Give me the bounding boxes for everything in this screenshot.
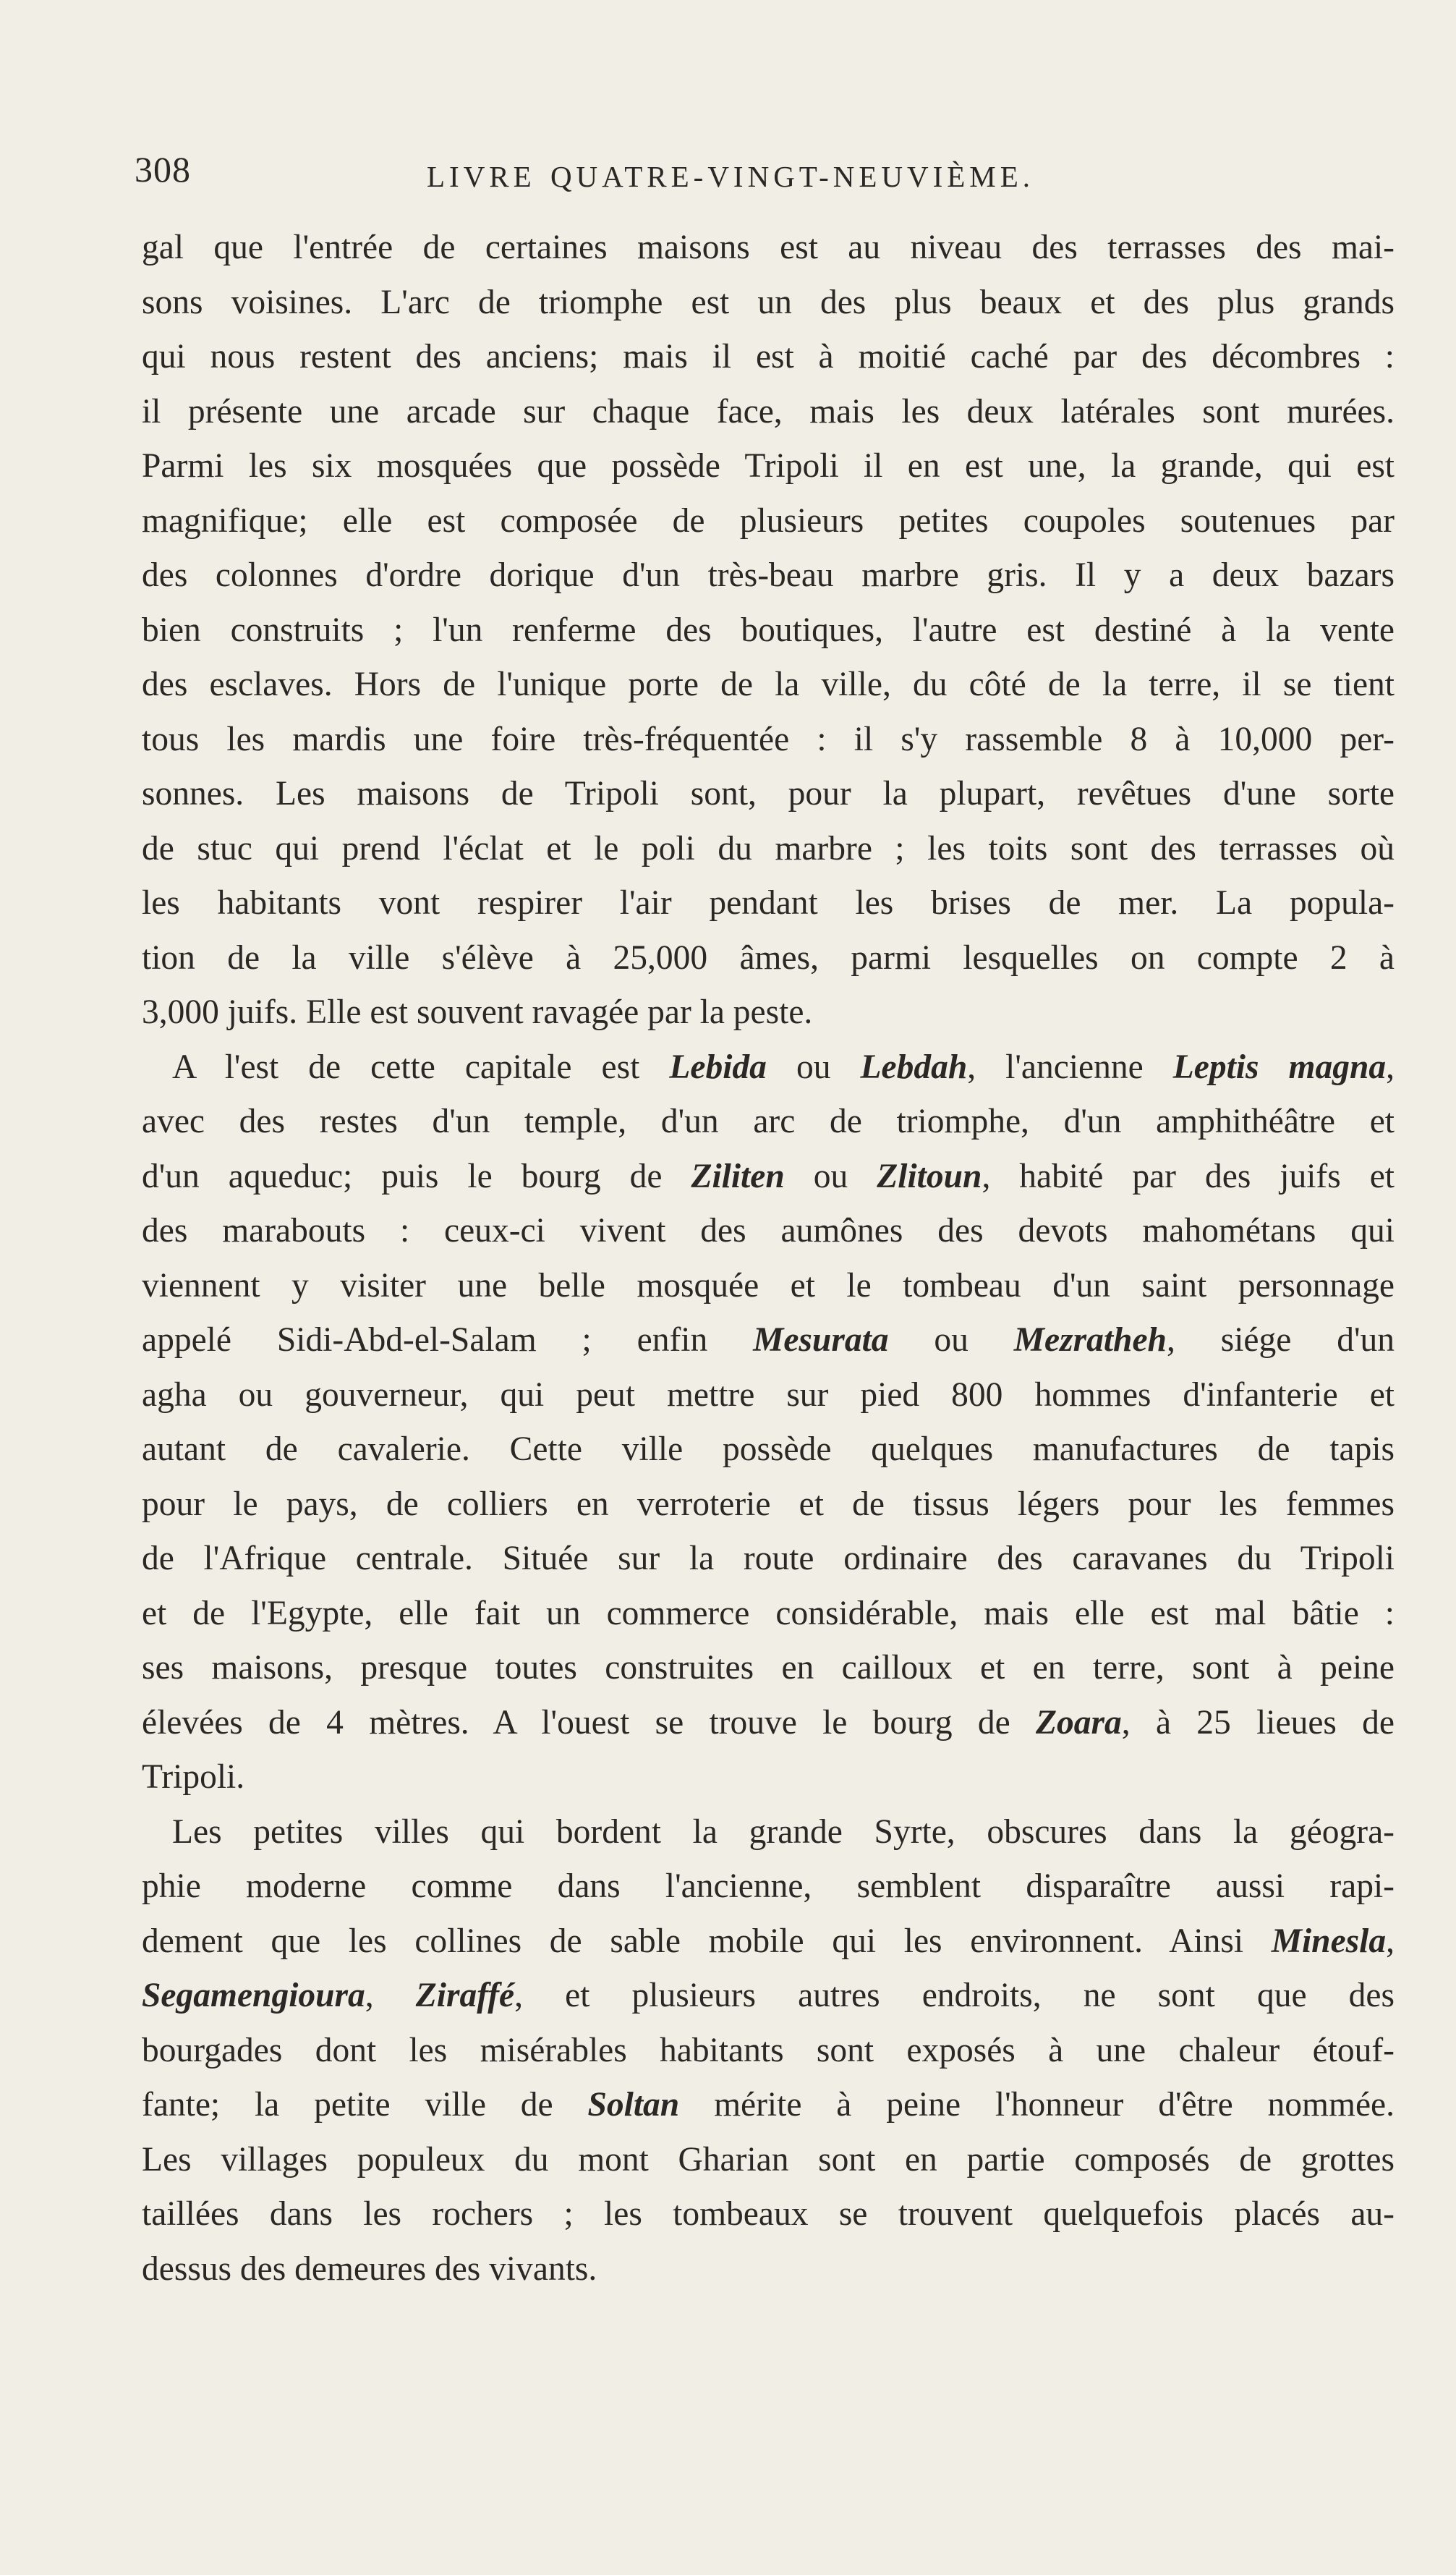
italic-place-name: Ziliten [691,1157,785,1195]
text-line [142,1587,1395,1642]
text-line [142,1368,1395,1423]
text-segment: d'un aqueduc; puis le bourg de [142,1157,691,1195]
text-segment: gal que l'entrée de certaines maisons est au niveau des terrasses des mai- [142,229,1395,266]
text-segment: il présente une arcade sur chaque face, mais les deux latérales sont murées. [142,392,1395,430]
paragraph [142,1805,1395,2297]
text-line [142,767,1395,822]
text-line [142,1204,1395,1259]
text-segment: avec des restes d'un temple, d'un arc de triomphe, d'un amphithéâtre et [142,1103,1395,1140]
text-segment: appelé Sidi-Abd-el-Salam ; enfin [142,1321,754,1359]
text-segment: et de l'Egypte, elle fait un commerce considérable, mais elle est mal bâtie : [142,1594,1395,1632]
body-text [142,221,1395,2296]
text-segment: élevées de 4 mètres. A l'ouest se trouve le bourg de [142,1703,1036,1742]
text-segment: des marabouts : ceux-ci vivent des aumônes des devots mahométans qui [142,1212,1395,1250]
text-segment: des esclaves. Hors de l'unique porte de la ville, du côté de la terre, il se tient [142,666,1395,703]
text-segment: des colonnes d'ordre dorique d'un très-beau marbre gris. Il y a deux bazars [142,556,1395,594]
text-segment: , et plusieurs autres endroits, ne sont que des [514,1977,1395,2014]
text-segment: sonnes. Les maisons de Tripoli sont, pour la plupart, revêtues d'une sorte [142,775,1395,813]
text-line [142,1914,1395,1969]
text-segment: tous les mardis une foire très-fréquentée : il s'y rassemble 8 à 10,000 per- [142,720,1395,758]
text-segment: , à 25 lieues de [1121,1703,1395,1742]
italic-place-name: Zoara [1036,1703,1122,1742]
text-segment: Parmi les six mosquées que possède Tripoli il en est une, la grande, qui est [142,447,1395,485]
text-line [142,1805,1395,1860]
italic-place-name: Minesla [1271,1922,1387,1960]
text-segment: agha ou gouverneur, qui peut mettre sur pied 800 hommes d'infanterie et [142,1375,1395,1414]
text-line [142,1313,1395,1368]
text-line [142,2133,1395,2188]
text-segment: sons voisines. L'arc de triomphe est un des plus beaux et des plus grands [142,283,1395,321]
paragraph [142,1040,1395,1805]
text-segment: fante; la petite ville de [142,2086,588,2124]
text-segment: , habité par des juifs et [982,1157,1395,1195]
italic-place-name: Mezratheh [1013,1321,1167,1359]
text-segment: dessus des demeures des vivants. [142,2249,597,2288]
text-line [142,2187,1395,2242]
text-line [142,931,1395,986]
text-line [142,876,1395,931]
italic-place-name: Zlitoun [877,1157,982,1195]
text-line [142,822,1395,877]
text-segment: magnifique; elle est composée de plusieurs petites coupoles soutenues par [142,501,1395,540]
text-segment: autant de cavalerie. Cette ville possède quelques manufactures de tapis [142,1430,1395,1468]
text-segment: de stuc qui prend l'éclat et le poli du marbre ; les toits sont des terrasses où [142,829,1395,867]
page-number: 308 [135,149,191,190]
italic-place-name: Leptis magna [1172,1048,1387,1086]
text-line [142,713,1395,768]
text-segment: ses maisons, presque toutes construites en cailloux et en terre, sont à peine [142,1649,1395,1687]
text-segment: bien construits ; l'un renferme des boutiques, l'autre est destiné à la vente [142,611,1395,649]
text-line [142,1750,1395,1805]
text-segment: A l'est de cette capitale est [172,1048,670,1086]
text-segment: viennent y visiter une belle mosquée et le tombeau d'un saint personnage [142,1266,1395,1305]
text-segment: ou [766,1048,861,1086]
text-segment: Les petites villes qui bordent la grande Syrte, obscures dans la géogra- [172,1812,1395,1851]
text-segment: Les villages populeux du mont Gharian sont en partie composés de grottes [142,2140,1395,2179]
text-line [142,1095,1395,1150]
text-segment: les habitants vont respirer l'air pendant les brises de mer. La popula- [142,884,1395,922]
text-line [142,1641,1395,1696]
text-segment: de l'Afrique centrale. Située sur la route ordinaire des caravanes du Tripoli [142,1540,1395,1577]
text-line [142,439,1395,494]
italic-place-name: Lebida [669,1048,767,1086]
text-line [142,2024,1395,2079]
text-line [142,494,1395,549]
text-line [142,1259,1395,1314]
text-segment: , l'ancienne [967,1048,1173,1086]
text-line [142,548,1395,603]
text-segment: , [1386,1922,1395,1960]
italic-place-name: Segamengioura [142,1977,365,2014]
text-line [142,1859,1395,1914]
italic-place-name: Soltan [587,2086,680,2124]
text-segment: dement que les collines de sable mobile qui les environnent. Ainsi [142,1922,1272,1960]
text-segment: taillées dans les rochers ; les tombeaux se trouvent quelquefois placés au- [142,2195,1395,2233]
italic-place-name: Ziraffé [415,1977,515,2014]
text-segment: phie moderne comme dans l'ancienne, semblent disparaître aussi rapi- [142,1867,1395,1905]
text-line [142,985,1395,1040]
text-line [142,1969,1395,2024]
text-line [142,385,1395,440]
text-line [142,1532,1395,1587]
text-segment: ou [784,1157,877,1195]
text-segment: ou [888,1321,1014,1359]
text-line [142,221,1395,276]
text-line [142,1477,1395,1532]
text-segment: , siége d'un [1166,1321,1395,1359]
text-segment: pour le pays, de colliers en verroterie et de tissus légers pour les femmes [142,1485,1395,1523]
text-segment: Tripoli. [142,1758,245,1796]
text-segment: bourgades dont les misérables habitants sont exposés à une chaleur étouf- [142,2031,1395,2069]
text-line [142,658,1395,713]
text-line [142,1040,1395,1095]
text-segment: mérite à peine l'honneur d'être nommée. [679,2086,1395,2124]
text-segment: , [365,1977,416,2014]
text-segment: qui nous restent des anciens; mais il est à moitié caché par des décombres : [142,338,1395,376]
text-line [142,1696,1395,1751]
text-line [142,330,1395,385]
text-segment: 3,000 juifs. Elle est souvent ravagée par la peste. [142,993,813,1031]
italic-place-name: Mesurata [753,1321,889,1359]
running-head: LIVRE QUATRE-VINGT-NEUVIÈME. [427,160,1035,193]
text-line [142,603,1395,658]
text-line [142,2242,1395,2297]
text-line [142,1422,1395,1477]
text-line [142,2078,1395,2133]
italic-place-name: Lebdah [860,1048,968,1086]
paragraph [142,221,1395,1040]
text-line [142,276,1395,331]
text-segment: , [1386,1048,1395,1086]
text-line [142,1150,1395,1205]
text-segment: tion de la ville s'élève à 25,000 âmes, parmi lesquelles on compte 2 à [142,938,1395,977]
